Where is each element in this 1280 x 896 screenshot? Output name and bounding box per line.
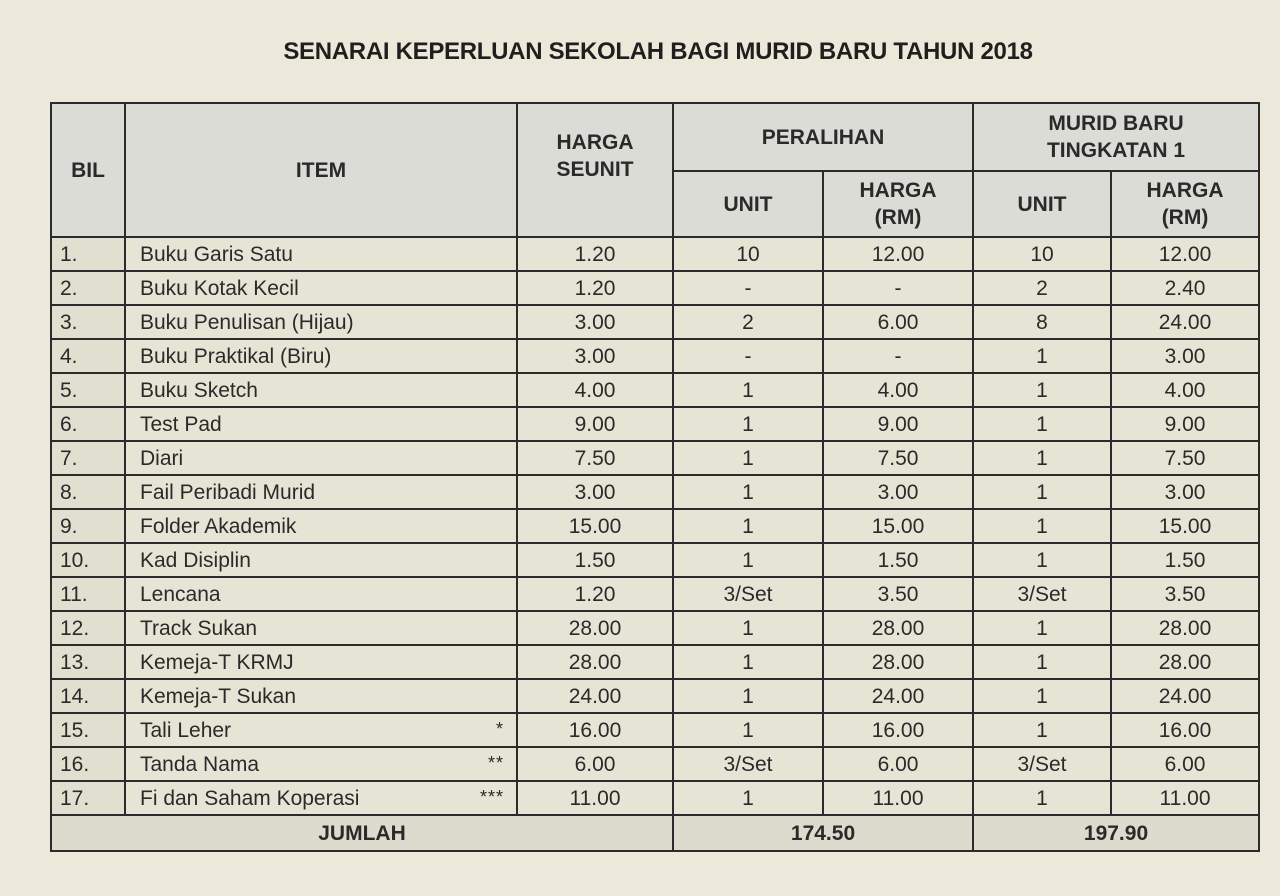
row-bil: 5.	[51, 373, 125, 407]
row-harga-seunit: 4.00	[517, 373, 673, 407]
row-murid-baru-harga: 3.00	[1111, 475, 1259, 509]
row-item	[125, 645, 517, 679]
row-bil: 12.	[51, 611, 125, 645]
header-murid-baru-line2: TINGKATAN 1	[1046, 139, 1186, 162]
row-harga-seunit: 3.00	[517, 305, 673, 339]
row-item	[125, 747, 517, 781]
header-harga-line2: (RM)	[1161, 206, 1209, 229]
row-bil: 11.	[51, 577, 125, 611]
row-bil: 2.	[51, 271, 125, 305]
row-item-label: Fail Peribadi Murid	[140, 480, 316, 504]
row-murid-baru-harga: 16.00	[1111, 713, 1259, 747]
row-item-label: Folder Akademik	[140, 514, 297, 538]
table-row	[51, 645, 1259, 679]
row-murid-baru-unit: 1	[973, 407, 1111, 441]
row-peralihan-harga: 28.00	[823, 645, 973, 679]
row-item-label: Test Pad	[140, 412, 222, 436]
row-peralihan-harga: 11.00	[823, 781, 973, 815]
row-harga-seunit: 7.50	[517, 441, 673, 475]
row-peralihan-harga: 4.00	[823, 373, 973, 407]
row-peralihan-harga: 1.50	[823, 543, 973, 577]
row-item-label: Diari	[140, 446, 184, 470]
row-peralihan-unit: 1	[673, 713, 823, 747]
total-peralihan: 174.50	[673, 815, 973, 851]
row-murid-baru-unit: 10	[973, 237, 1111, 271]
row-peralihan-unit: 1	[673, 611, 823, 645]
row-murid-baru-unit: 1	[973, 645, 1111, 679]
row-murid-baru-unit: 1	[973, 713, 1111, 747]
row-bil: 8.	[51, 475, 125, 509]
row-bil: 7.	[51, 441, 125, 475]
row-harga-seunit: 11.00	[517, 781, 673, 815]
row-item-label: Kad Disiplin	[140, 548, 251, 572]
row-peralihan-unit: 3/Set	[673, 747, 823, 781]
requirements-table	[50, 102, 1260, 852]
row-peralihan-harga: 28.00	[823, 611, 973, 645]
row-bil: 6.	[51, 407, 125, 441]
row-peralihan-unit: 1	[673, 373, 823, 407]
row-peralihan-harga: 3.00	[823, 475, 973, 509]
row-item-label: Kemeja-T Sukan	[140, 684, 297, 708]
row-murid-baru-unit: 1	[973, 475, 1111, 509]
row-item-label: Buku Penulisan (Hijau)	[140, 310, 354, 334]
row-murid-baru-harga: 15.00	[1111, 509, 1259, 543]
row-murid-baru-unit: 8	[973, 305, 1111, 339]
row-peralihan-harga: 6.00	[823, 305, 973, 339]
table-row	[51, 509, 1259, 543]
row-peralihan-unit: 2	[673, 305, 823, 339]
row-bil: 16.	[51, 747, 125, 781]
row-murid-baru-harga: 12.00	[1111, 237, 1259, 271]
row-murid-baru-harga: 24.00	[1111, 305, 1259, 339]
row-harga-seunit: 16.00	[517, 713, 673, 747]
row-murid-baru-unit: 3/Set	[973, 577, 1111, 611]
row-item	[125, 339, 517, 373]
row-peralihan-harga: -	[823, 339, 973, 373]
row-item	[125, 781, 517, 815]
row-bil: 1.	[51, 237, 125, 271]
row-item-label: Tanda Nama	[140, 752, 260, 776]
row-harga-seunit: 1.20	[517, 577, 673, 611]
row-bil: 9.	[51, 509, 125, 543]
row-peralihan-unit: 1	[673, 679, 823, 713]
row-item	[125, 475, 517, 509]
row-murid-baru-unit: 1	[973, 509, 1111, 543]
row-item	[125, 543, 517, 577]
row-peralihan-unit: 1	[673, 475, 823, 509]
header-harga-line2: (RM)	[874, 206, 922, 229]
row-peralihan-harga: 3.50	[823, 577, 973, 611]
row-item	[125, 577, 517, 611]
header-harga-line1: HARGA	[859, 179, 937, 202]
row-peralihan-unit: 1	[673, 781, 823, 815]
row-harga-seunit: 6.00	[517, 747, 673, 781]
table-row	[51, 475, 1259, 509]
row-item-label: Buku Garis Satu	[140, 242, 293, 266]
header-murid-baru-harga	[1111, 171, 1259, 237]
row-peralihan-harga: 15.00	[823, 509, 973, 543]
table-row	[51, 339, 1259, 373]
row-bil: 14.	[51, 679, 125, 713]
row-peralihan-unit: 1	[673, 645, 823, 679]
row-murid-baru-unit: 1	[973, 441, 1111, 475]
row-harga-seunit: 28.00	[517, 645, 673, 679]
row-item-label: Track Sukan	[140, 616, 258, 640]
table-row	[51, 441, 1259, 475]
document-title: SENARAI KEPERLUAN SEKOLAH BAGI MURID BARU TAHUN 2018	[283, 38, 1033, 65]
row-peralihan-unit: 1	[673, 407, 823, 441]
row-murid-baru-harga: 3.00	[1111, 339, 1259, 373]
row-murid-baru-unit: 1	[973, 339, 1111, 373]
row-item-label: Tali Leher	[140, 718, 232, 742]
row-peralihan-harga: 9.00	[823, 407, 973, 441]
table-row	[51, 577, 1259, 611]
row-item	[125, 713, 517, 747]
row-murid-baru-harga: 9.00	[1111, 407, 1259, 441]
row-peralihan-unit: 1	[673, 441, 823, 475]
row-item-label: Buku Kotak Kecil	[140, 276, 299, 300]
row-harga-seunit: 1.20	[517, 237, 673, 271]
header-murid-baru	[973, 103, 1259, 171]
row-peralihan-harga: 7.50	[823, 441, 973, 475]
row-item-label: Kemeja-T KRMJ	[140, 650, 294, 674]
row-harga-seunit: 1.50	[517, 543, 673, 577]
row-murid-baru-unit: 1	[973, 373, 1111, 407]
header-item: ITEM	[125, 103, 517, 237]
row-peralihan-unit: 1	[673, 543, 823, 577]
row-harga-seunit: 24.00	[517, 679, 673, 713]
row-item-label: Lencana	[140, 582, 221, 606]
total-murid-baru: 197.90	[973, 815, 1259, 851]
header-murid-baru-unit: UNIT	[973, 171, 1111, 237]
row-harga-seunit: 3.00	[517, 475, 673, 509]
row-murid-baru-harga: 1.50	[1111, 543, 1259, 577]
row-peralihan-harga: 6.00	[823, 747, 973, 781]
header-murid-baru-line1: MURID BARU	[1048, 112, 1184, 135]
row-peralihan-unit: 10	[673, 237, 823, 271]
row-bil: 10.	[51, 543, 125, 577]
table-row	[51, 781, 1259, 815]
row-murid-baru-harga: 3.50	[1111, 577, 1259, 611]
header-harga-seunit-line2: SEUNIT	[556, 158, 634, 181]
row-murid-baru-unit: 1	[973, 781, 1111, 815]
row-bil: 3.	[51, 305, 125, 339]
row-murid-baru-harga: 11.00	[1111, 781, 1259, 815]
row-harga-seunit: 15.00	[517, 509, 673, 543]
row-item	[125, 237, 517, 271]
row-peralihan-unit: -	[673, 339, 823, 373]
row-item	[125, 407, 517, 441]
row-bil: 17.	[51, 781, 125, 815]
row-item	[125, 679, 517, 713]
row-item	[125, 271, 517, 305]
table-row	[51, 611, 1259, 645]
footnote-asterisk-icon: ***	[479, 787, 504, 807]
row-murid-baru-unit: 1	[973, 543, 1111, 577]
table-row	[51, 747, 1259, 781]
total-label: JUMLAH	[51, 815, 673, 851]
row-peralihan-unit: -	[673, 271, 823, 305]
table-row	[51, 407, 1259, 441]
row-murid-baru-harga: 7.50	[1111, 441, 1259, 475]
row-bil: 4.	[51, 339, 125, 373]
row-peralihan-unit: 3/Set	[673, 577, 823, 611]
row-murid-baru-unit: 2	[973, 271, 1111, 305]
row-item	[125, 611, 517, 645]
header-peralihan-harga	[823, 171, 973, 237]
header-peralihan: PERALIHAN	[673, 103, 973, 171]
row-murid-baru-harga: 28.00	[1111, 611, 1259, 645]
row-murid-baru-unit: 3/Set	[973, 747, 1111, 781]
row-murid-baru-harga: 6.00	[1111, 747, 1259, 781]
row-murid-baru-harga: 2.40	[1111, 271, 1259, 305]
table-row	[51, 305, 1259, 339]
row-peralihan-harga: 24.00	[823, 679, 973, 713]
header-harga-seunit	[517, 103, 673, 237]
row-harga-seunit: 9.00	[517, 407, 673, 441]
row-murid-baru-unit: 1	[973, 611, 1111, 645]
row-murid-baru-harga: 24.00	[1111, 679, 1259, 713]
row-item-label: Buku Praktikal (Biru)	[140, 344, 332, 368]
row-peralihan-harga: 12.00	[823, 237, 973, 271]
header-harga-seunit-line1: HARGA	[556, 131, 634, 154]
row-murid-baru-harga: 28.00	[1111, 645, 1259, 679]
row-bil: 15.	[51, 713, 125, 747]
row-item-label: Fi dan Saham Koperasi	[140, 786, 360, 810]
footnote-asterisk-icon: *	[495, 719, 504, 739]
row-item	[125, 373, 517, 407]
row-peralihan-harga: 16.00	[823, 713, 973, 747]
row-harga-seunit: 1.20	[517, 271, 673, 305]
table-row	[51, 543, 1259, 577]
header-peralihan-unit: UNIT	[673, 171, 823, 237]
row-bil: 13.	[51, 645, 125, 679]
table-row	[51, 679, 1259, 713]
row-item	[125, 305, 517, 339]
total-row	[51, 815, 1259, 851]
footnote-asterisk-icon: **	[487, 753, 504, 773]
table-row	[51, 237, 1259, 271]
row-peralihan-unit: 1	[673, 509, 823, 543]
row-item-label: Buku Sketch	[140, 378, 258, 402]
row-peralihan-harga: -	[823, 271, 973, 305]
row-murid-baru-harga: 4.00	[1111, 373, 1259, 407]
header-bil: BIL	[51, 103, 125, 237]
table-row	[51, 713, 1259, 747]
row-item	[125, 509, 517, 543]
row-murid-baru-unit: 1	[973, 679, 1111, 713]
table-row	[51, 373, 1259, 407]
header-harga-line1: HARGA	[1146, 179, 1224, 202]
row-harga-seunit: 3.00	[517, 339, 673, 373]
table-row	[51, 271, 1259, 305]
row-item	[125, 441, 517, 475]
row-harga-seunit: 28.00	[517, 611, 673, 645]
